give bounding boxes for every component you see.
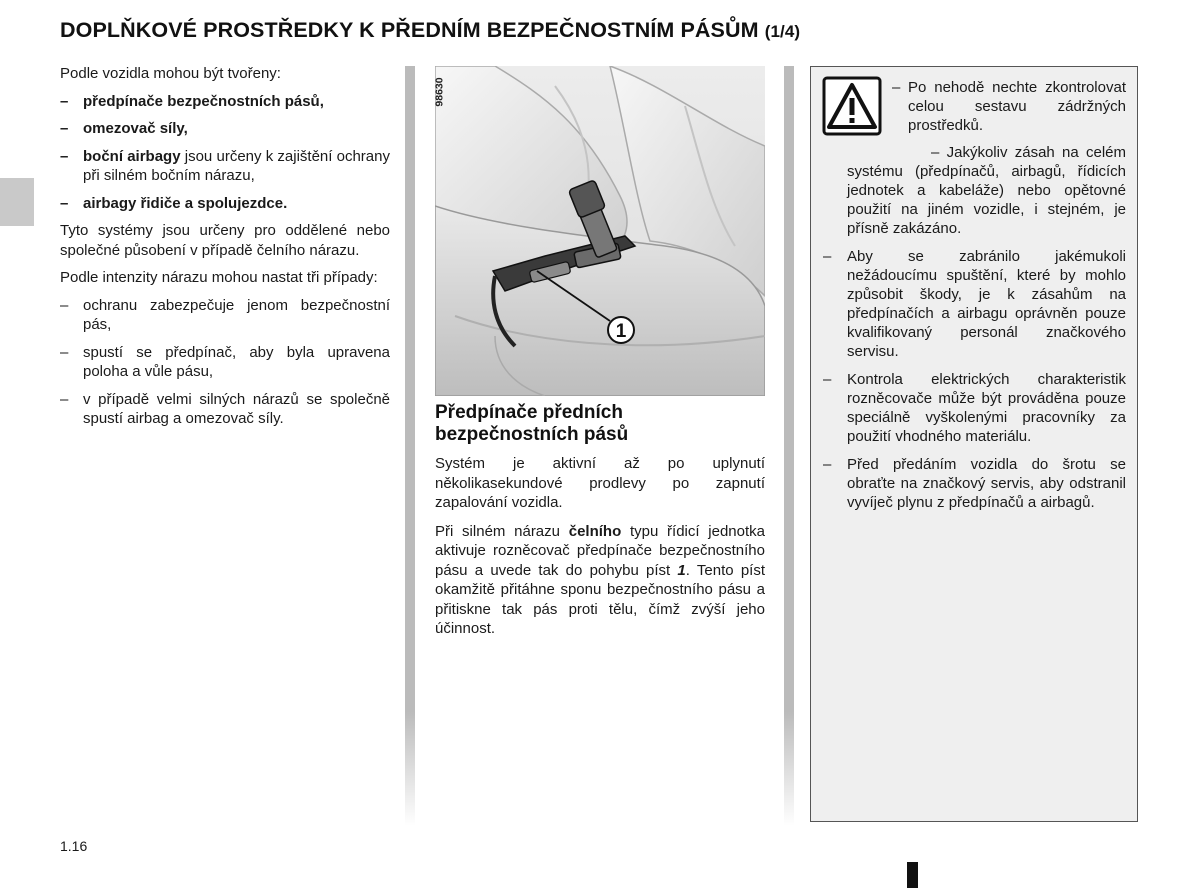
chapter-tab (0, 178, 34, 226)
list-item: – omezovač síly, (60, 120, 188, 137)
warning-list (823, 143, 1126, 521)
section-heading: Předpínače předních bezpečnostních pásů (435, 402, 629, 445)
list-item: – v případě velmi silných nárazů se společně spustí airbag a omezovač síly. (60, 390, 390, 427)
warning-item: – Kontrola elektrických charakteristik rozněcovače může být prováděna pouze speciálně vyškolenými pracovníky za použití vhodného materiálu. (823, 371, 1126, 445)
edge-marker (907, 862, 918, 888)
list-item: – airbagy řidiče a spolujezdce. (60, 194, 288, 212)
middle-column (435, 402, 765, 648)
page-title (60, 18, 800, 43)
components-list (60, 92, 390, 214)
warning-item: – Jakýkoliv zásah na celém systému (předpínačů, airbagů, řídicích jednotek a kabeláže) nebo opětovné použití na jiném vozidle, i stejném, je přísně zakázáno. (847, 144, 1126, 237)
cases-list (60, 296, 390, 429)
warning-item: – Aby se zabránilo jakémukoli nežádoucímu spuštění, které by mohlo způsobit škody, je k zásahům na předpínačích a airbagu oprávněn pouze kvalifikovaný personál značkového servisu. (823, 248, 1126, 360)
list-item: – boční airbagy jsou určeny k zajištění ochrany při silném bočním nárazu, (60, 147, 390, 184)
warning-icon (822, 76, 882, 136)
paragraph: Podle intenzity nárazu mohou nastat tři případy: (60, 269, 378, 286)
figure-number: 98630 (433, 77, 446, 107)
warning-item: – Před předáním vozidla do šrotu se obraťte na značkový servis, aby odstranil vyvíječ plynu z předpínačů a airbagů. (823, 456, 1126, 511)
paragraph: Při silném nárazu čelního typu řídicí jednotka aktivuje rozněcovač předpínače bezpečnostního pásu a uvede tak do pohybu píst 1. Tento píst okamžitě přitáhne sponu bezpečnostního pásu a přitiskne tak pás proti tělu, čímž zvýší jeho účinnost. (435, 522, 766, 637)
seatbelt-pretensioner-illustration (435, 66, 765, 396)
title-part: (1/4) (764, 22, 801, 41)
list-item: – ochranu zabezpečuje jenom bezpečnostní pás, (60, 296, 390, 333)
page-number: 1.16 (60, 838, 88, 854)
intro-text: Podle vozidla mohou být tvořeny: (60, 65, 281, 82)
warning-first-item: – Po nehodě nechte zkontrolovat celou sestavu zádržných prostředků. (892, 79, 1126, 134)
callout-1-label: 1 (615, 321, 627, 342)
paragraph: Tyto systémy jsou určeny pro oddělené nebo společné působení v případě čelního nárazu. (60, 222, 390, 259)
left-column (60, 64, 390, 437)
seat-buckle-drawing (435, 66, 765, 396)
column-separator (405, 66, 415, 826)
column-separator (784, 66, 794, 826)
title-text: DOPLŇKOVÉ PROSTŘEDKY K PŘEDNÍM BEZPEČNOSTNÍM PÁSŮM (60, 18, 759, 42)
list-item: – předpínače bezpečnostních pásů, (60, 92, 324, 110)
list-item: – spustí se předpínač, aby byla upravena poloha a vůle pásu, (60, 343, 390, 380)
paragraph: Systém je aktivní až po uplynutí několikasekundové prodlevy po zapnutí zapalování vozidla. (435, 455, 765, 511)
